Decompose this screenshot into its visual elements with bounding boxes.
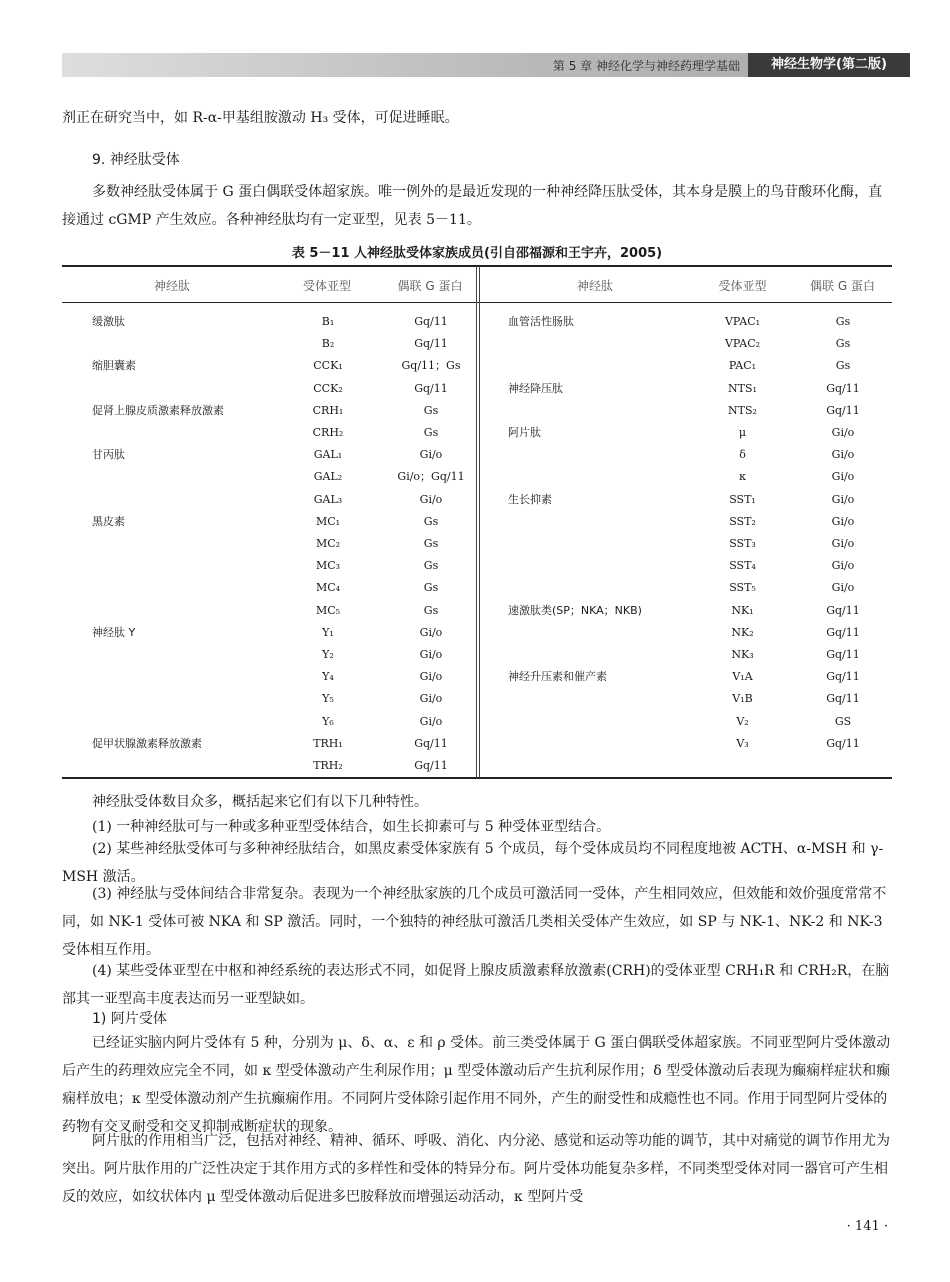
receptor-subtype: GAL₃ (313, 492, 343, 506)
header-gprotein: 偶联 G 蛋白 (810, 279, 875, 293)
receptor-subtype: NTS₂ (728, 403, 757, 417)
g-protein: Gs (423, 537, 439, 550)
receptor-subtype: SST₄ (729, 559, 756, 573)
header-subtype: 受体亚型 (302, 279, 351, 293)
receptor-subtype: NK₁ (731, 603, 754, 617)
peptide-name: 阿片肽 (508, 426, 541, 439)
table-row (0, 489, 950, 511)
g-protein: Gs (835, 315, 851, 328)
paragraph: (3) 神经肽与受体间结合非常复杂。表现为一个神经肽家族的几个成员可激活同一受体，产生相同效应，但效能和效价强度常常不同，如 NK-1 受体可被 NKA 和 SP 激活。同时，一个独特的神经肽可激活几类相关受体产生效应，如 SP 与 NK-1、NK-2 和 NK-3 受体相互作用。 (62, 886, 887, 958)
peptide-name: 神经升压素和催产素 (508, 670, 607, 684)
table-row (0, 600, 950, 622)
receptor-subtype: MC₃ (315, 559, 341, 573)
receptor-subtype: CCK₁ (313, 359, 343, 373)
paragraph: (4) 某些受体亚型在中枢和神经系统的表达形式不同，如促肾上腺皮质激素释放激素(CRH)的受体亚型 CRH₁R 和 CRH₂R，在脑部其一亚型高丰度表达而另一亚型缺如。 (62, 963, 890, 1007)
g-protein: Gq/11 (414, 381, 448, 395)
receptor-subtype: GAL₂ (313, 470, 343, 484)
g-protein: GS (834, 714, 852, 728)
subsection-heading: 1) 阿片受体 (92, 1011, 167, 1027)
peptide-name: 黑皮素 (92, 514, 125, 528)
g-protein: Gi/o (831, 426, 855, 439)
table-row (0, 688, 950, 710)
peptide-name: 缓激肽 (92, 315, 125, 328)
g-protein: Gq/11 (826, 692, 860, 706)
receptor-subtype: CRH₂ (312, 426, 344, 439)
g-protein: Gi/o (419, 670, 443, 684)
g-protein: Gq/11 (826, 381, 860, 395)
table-row (0, 422, 950, 444)
receptor-subtype: μ (738, 426, 747, 439)
receptor-subtype: B₁ (321, 315, 335, 328)
table-title: 表 5－11 人神经肽受体家族成员(引自邵福源和王宇卉，2005) (291, 246, 663, 261)
receptor-subtype: MC₁ (315, 514, 341, 528)
g-protein: Gi/o (419, 492, 443, 506)
receptor-subtype: NK₃ (731, 648, 754, 661)
header-peptide: 神经肽 (153, 279, 190, 293)
paragraph: 已经证实脑内阿片受体有 5 种，分别为 μ、δ、α、ε 和 ρ 受体。前三类受体属于 G 蛋白偶联受体超家族。不同亚型阿片受体激动后产生的药理效应完全不同，如 κ 型受体激动产生利尿作用；μ 型受体激动后产生抗利尿作用；δ 型受体激动后表现为癫痫样症状和癫痫样放电；κ 型受体激动剂产生抗癫痫作用。不同阿片受体除引起作用不同外，产生的耐受性和成瘾性也不同。作用于同型阿片受体的药物有交叉耐受和交叉抑制戒断症状的现象。 (62, 1035, 891, 1135)
g-protein: Gq/11 (414, 736, 448, 750)
g-protein: Gi/o (419, 648, 443, 661)
g-protein: Gi/o (419, 692, 443, 706)
table-row (0, 311, 950, 333)
paragraph: 阿片肽的作用相当广泛，包括对神经、精神、循环、呼吸、消化、内分泌、感觉和运动等功能的调节，其中对痛觉的调节作用尤为突出。阿片肽作用的广泛性决定于其作用方式的多样性和受体的特异分布。阿片受体功能复杂多样，不同类型受体对同一器官可产生相反的效应，如纹状体内 μ 型受体激动后促进多巴胺释放而增强运动活动，κ 型阿片受 (62, 1133, 890, 1205)
table-row (0, 333, 950, 355)
g-protein: Gq/11 (826, 736, 860, 750)
g-protein: Gs (423, 403, 439, 417)
running-header (62, 53, 910, 77)
peptide-name: 神经肽 Y (92, 625, 136, 639)
receptor-subtype: NK₂ (731, 625, 754, 639)
receptor-subtype: SST₂ (729, 514, 756, 528)
g-protein: Gs (835, 337, 851, 351)
g-protein: Gq/11 (826, 603, 860, 617)
paragraph: 剂正在研究当中，如 R-α-甲基组胺激动 H₃ 受体，可促进睡眠。 (62, 110, 459, 126)
peptide-name: 缩胆囊素 (92, 359, 136, 373)
book-title: 神经生物学(第二版) (748, 53, 910, 77)
g-protein: Gq/11 (826, 648, 860, 661)
g-protein: Gs (423, 426, 439, 439)
g-protein: Gi/o (419, 625, 443, 639)
g-protein: Gi/o (419, 448, 443, 462)
g-protein: Gi/o；Gq/11 (397, 470, 465, 484)
g-protein: Gs (423, 559, 439, 573)
g-protein: Gi/o (831, 581, 855, 595)
g-protein: Gi/o (419, 714, 443, 728)
peptide-name: 甘丙肽 (92, 448, 125, 462)
receptor-subtype: B₂ (321, 337, 335, 351)
paragraph: 多数神经肽受体属于 G 蛋白偶联受体超家族。唯一例外的是最近发现的一种神经降压肽受体，其本身是膜上的鸟苷酸环化酶，直接通过 cGMP 产生效应。各种神经肽均有一定亚型，见表 5－11。 (62, 184, 883, 228)
g-protein: Gi/o (831, 470, 855, 484)
table-row (0, 733, 950, 755)
header-gprotein: 偶联 G 蛋白 (397, 279, 463, 293)
table-row (0, 511, 950, 533)
page-number: · 141 · (846, 1219, 888, 1234)
g-protein: Gq/11 (414, 759, 448, 772)
receptor-subtype: Y₄ (322, 670, 334, 684)
table-row (0, 622, 950, 644)
receptor-subtype: CCK₂ (313, 381, 343, 395)
receptor-subtype: SST₅ (729, 581, 756, 595)
receptor-subtype: SST₃ (729, 537, 756, 550)
receptor-subtype: GAL₁ (313, 448, 343, 462)
g-protein: Gi/o (831, 514, 855, 528)
receptor-subtype: Y₆ (322, 714, 334, 728)
receptor-subtype: MC₂ (315, 537, 341, 550)
g-protein: Gq/11 (414, 337, 448, 351)
g-protein: Gi/o (831, 492, 855, 506)
header-peptide: 神经肽 (576, 279, 613, 293)
peptide-name: 促甲状腺激素释放激素 (92, 736, 202, 750)
g-protein: Gq/11 (826, 670, 860, 684)
receptor-subtype: VPAC₂ (724, 337, 761, 351)
table-row (0, 644, 950, 666)
receptor-subtype: V₁B (732, 692, 753, 706)
g-protein: Gq/11；Gs (401, 359, 461, 373)
peptide-name: 神经降压肽 (508, 381, 563, 395)
peptide-name: 生长抑素 (508, 492, 552, 506)
table-row (0, 378, 950, 400)
g-protein: Gq/11 (826, 625, 860, 639)
receptor-subtype: TRH₂ (313, 759, 343, 772)
g-protein: Gi/o (831, 559, 855, 573)
g-protein: Gi/o (831, 537, 855, 550)
paragraph: (1) 一种神经肽可与一种或多种亚型受体结合，如生长抑素可与 5 种受体亚型结合。 (92, 819, 611, 835)
receptor-subtype: MC₄ (315, 581, 341, 595)
table-row (0, 755, 950, 777)
g-protein: Gq/11 (414, 315, 448, 328)
chapter-title: 第 5 章 神经化学与神经药理学基础 (552, 59, 740, 73)
table-top-rule (62, 265, 892, 267)
g-protein: Gs (423, 581, 439, 595)
peptide-name: 速激肽类(SP；NKA；NKB) (508, 603, 642, 617)
peptide-name: 促肾上腺皮质激素释放激素 (92, 403, 224, 417)
receptor-subtype: κ (739, 470, 746, 484)
receptor-subtype: VPAC₁ (724, 315, 761, 328)
table-row (0, 666, 950, 688)
section-heading: 9. 神经肽受体 (92, 152, 180, 168)
peptide-name: 血管活性肠肽 (508, 315, 574, 328)
header-subtype: 受体亚型 (718, 279, 767, 293)
receptor-subtype: δ (739, 448, 746, 462)
g-protein: Gs (835, 359, 851, 373)
receptor-subtype: Y₅ (322, 692, 334, 706)
g-protein: Gi/o (831, 448, 855, 462)
table-row (0, 533, 950, 555)
receptor-subtype: Y₁ (322, 625, 334, 639)
table-row (0, 355, 950, 377)
receptor-subtype: PAC₁ (728, 359, 757, 373)
g-protein: Gs (423, 514, 439, 528)
receptor-subtype: NTS₁ (728, 381, 757, 395)
receptor-subtype: SST₁ (729, 492, 756, 506)
g-protein: Gq/11 (826, 403, 860, 417)
receptor-subtype: Y₂ (322, 648, 334, 661)
table-row (0, 444, 950, 466)
table-row (0, 400, 950, 422)
paragraph: (2) 某些神经肽受体可与多种神经肽结合，如黑皮素受体家族有 5 个成员，每个受体成员均不同程度地被 ACTH、α-MSH 和 γ-MSH 激活。 (62, 841, 884, 885)
table-row (0, 555, 950, 577)
receptor-subtype: V₂ (736, 714, 749, 728)
receptor-subtype: TRH₁ (313, 736, 343, 750)
receptor-subtype: MC₅ (315, 603, 341, 617)
paragraph: 神经肽受体数目众多，概括起来它们有以下几种特性。 (92, 794, 428, 810)
table-bottom-rule (62, 777, 892, 779)
receptor-subtype: CRH₁ (312, 403, 344, 417)
table-row (0, 466, 950, 488)
table-row (0, 577, 950, 599)
g-protein: Gs (423, 603, 439, 617)
receptor-subtype: V₃ (736, 736, 749, 750)
receptor-subtype: V₁A (732, 670, 753, 684)
table-header-rule (62, 302, 892, 303)
table-row (0, 711, 950, 733)
